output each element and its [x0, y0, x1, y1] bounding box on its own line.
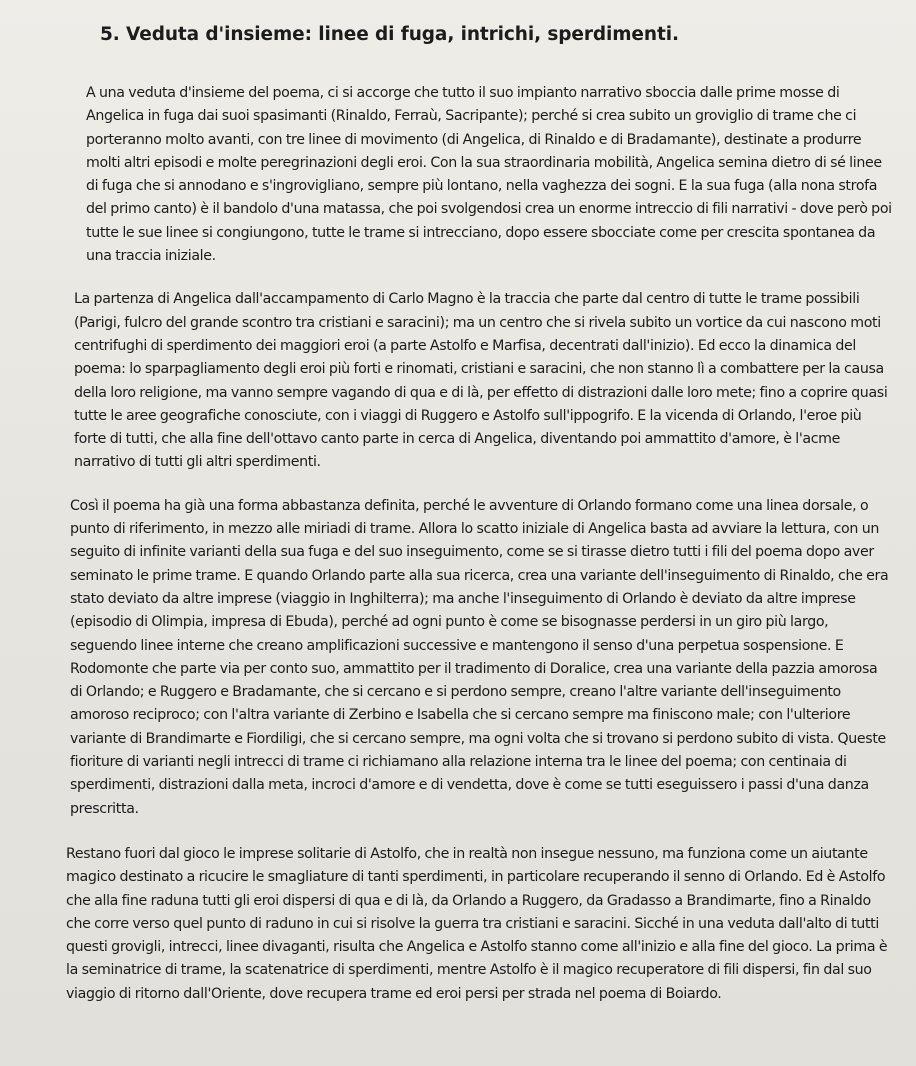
paragraph-2: La partenza di Angelica dall'accampamento di Carlo Magno è la traccia che parte dal centro di tutte le trame possibili (Parigi, fulcro del grande scontro tra cristiani e saracini); ma un centro che si rivela subito un vortice da cui nascono moti centrifughi di sperdimento dei maggiori eroi (a parte Astolfo e Marfisa, decentrati dall'inizio). Ed ecco la dinamica del poema: lo sparpagliamento degli eroi più forti e rinomati, cristiani e saracini, che non stanno lì a combattere per la causa della loro religione, ma vanno sempre vagando di qua e di là, per effetto di distrazioni dalle loro mete; fino a coprire quasi tutte le aree geografiche conosciute, con i viaggi di Ruggero e Astolfo sull'ippogrifo. E la vicenda di Orlando, l'eroe più forte di tutti, che alla fine dell'ottavo canto parte in cerca di Angelica, diventando poi ammattito d'amore, è l'acme narrativo di tutti gli altri sperdimenti. [74, 291, 888, 471]
section-heading: 5. Veduta d'insieme: linee di fuga, intrichi, sperdimenti. [100, 24, 679, 45]
paragraph-3: Così il poema ha già una forma abbastanza definita, perché le avventure di Orlando formano come una linea dorsale, o punto di riferimento, in mezzo alle miriadi di trame. Allora lo scatto iniziale di Angelica basta ad avviare la lettura, con un seguito di infinite varianti della sua fuga e del suo inseguimento, come se si tirasse dietro tutti i fili del poema dopo aver seminato le prime trame. E quando Orlando parte alla sua ricerca, crea una variante dell'inseguimento di Rinaldo, che era stato deviato da altre imprese (viaggio in Inghilterra); ma anche l'inseguimento di Orlando è deviato da altre imprese (episodio di Olimpia, impresa di Ebuda), perché ad ogni punto è come se bisognasse perdersi in un giro più largo, seguendo linee interne che creano amplificazioni successive e mantengono il senso d'una perpetua sospensione. E Rodomonte che parte via per conto suo, ammattito per il tradimento di Doralice, crea una variante della pazzia amorosa di Orlando; e Ruggero e Bradamante, che si cercano e si perdono sempre, creano l'altre variante dell'inseguimento amoroso reciproco; con l'altra variante di Zerbino e Isabella che si cercano sempre ma finiscono male; con l'ulteriore variante di Brandimarte e Fiordiligi, che si cercano sempre, ma ogni volta che si trovano si perdono subito di vista. Queste fioriture di varianti negli intrecci di trame ci richiamano alla relazione interna tra le linee del poema; con centinaia di sperdimenti, distrazioni dalla meta, incroci d'amore e di vendetta, dove è come se tutti eseguissero i passi d'una danza prescritta. [70, 497, 889, 817]
paragraph-4: Restano fuori dal gioco le imprese solitarie di Astolfo, che in realtà non insegue nessuno, ma funziona come un aiutante magico destinato a ricucire le smagliature di tanti sperdimenti, in particolare recuperando il senno di Orlando. Ed è Astolfo che alla fine raduna tutti gli eroi dispersi di qua e di là, da Orlando a Ruggero, da Gradasso a Brandimarte, fino a Rinaldo che corre verso quel punto di raduno in cui si risolve la guerra tra cristiani e saracini. Sicché in una veduta dall'alto di tutti questi grovigli, intrecci, linee divaganti, risulta che Angelica e Astolfo stanno come all'inizio e alla fine del gioco. La prima è la seminatrice di trame, la scatenatrice di sperdimenti, mentre Astolfo è il magico recuperatore di fili dispersi, fin dal suo viaggio di ritorno dall'Oriente, dove recupera trame ed eroi persi per strada nel poema di Boiardo. [66, 845, 888, 1002]
paragraph-1: A una veduta d'insieme del poema, ci si accorge che tutto il suo impianto narrativo sboccia dalle prime mosse di Angelica in fuga dai suoi spasimanti (Rinaldo, Ferraù, Sacripante); perché si crea subito un groviglio di trame che ci porteranno molto avanti, con tre linee di movimento (di Angelica, di Rinaldo e di Bradamante), destinate a produrre molti altri episodi e molte peregrinazioni degli eroi. Con la sua straordinaria mobilità, Angelica semina dietro di sé linee di fuga che si annodano e s'ingrovigliano, sempre più lontano, nella vaghezza dei sogni. E la sua fuga (alla nona strofa del primo canto) è il bandolo d'una matassa, che poi svolgendosi crea un enorme intreccio di fili narrativi - dove però poi tutte le sue linee si congiungono, tutte le trame si intrecciano, dopo essere sbocciate come per crescita spontanea da una traccia iniziale. [86, 85, 892, 265]
